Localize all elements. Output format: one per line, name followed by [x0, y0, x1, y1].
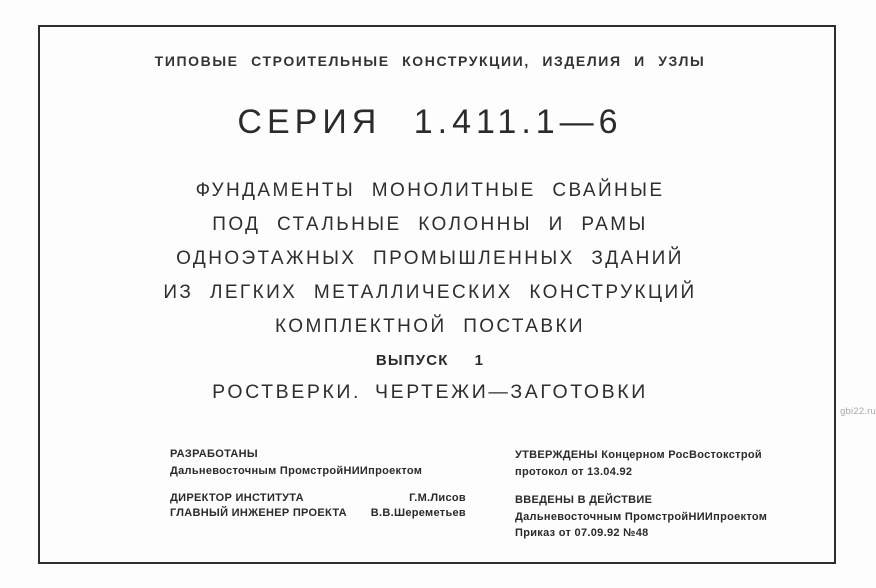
order-line: Приказ от 07.09.92 №48: [515, 527, 649, 539]
document-border-frame: [38, 25, 836, 564]
title-line: ПОД СТАЛЬНЫЕ КОЛОННЫ И РАМЫ: [212, 214, 648, 235]
title-line: КОМПЛЕКТНОЙ ПОСТАВКИ: [275, 316, 585, 337]
developed-by-block: [170, 446, 466, 521]
title-line: ОДНОЭТАЖНЫХ ПРОМЫШЛЕННЫХ ЗДАНИЙ: [176, 248, 684, 269]
signature-row: [170, 506, 466, 521]
issue-line: [40, 352, 820, 369]
role-name: Г.М.Лисов: [409, 492, 466, 504]
signature-row: [170, 491, 466, 506]
title-block: [40, 174, 820, 344]
role-name: В.В.Шереметьев: [370, 507, 466, 519]
title-line: ИЗ ЛЕГКИХ МЕТАЛЛИЧЕСКИХ КОНСТРУКЦИЙ: [163, 282, 697, 303]
role-title: ГЛАВНЫЙ ИНЖЕНЕР ПРОЕКТА: [170, 507, 347, 519]
approved-line: УТВЕРЖДЕНЫ Концерном РосВостокстрой: [515, 449, 762, 461]
role-title: ДИРЕКТОР ИНСТИТУТА: [170, 492, 304, 504]
enacted-org: Дальневосточным ПромстройНИИпроектом: [515, 510, 768, 523]
issue-number: 1: [474, 352, 485, 369]
document-category-header: ТИПОВЫЕ СТРОИТЕЛЬНЫЕ КОНСТРУКЦИИ, ИЗДЕЛИЯ И УЗЛЫ: [154, 53, 706, 69]
protocol-line: протокол от 13.04.92: [515, 465, 633, 478]
issue-word: ВЫПУСК: [375, 352, 449, 369]
title-line: ФУНДАМЕНТЫ МОНОЛИТНЫЕ СВАЙНЫЕ: [195, 180, 665, 201]
developed-label: РАЗРАБОТАНЫ: [170, 448, 258, 460]
series-title: СЕРИЯ 1.411.1—6: [237, 103, 623, 141]
watermark: gbi22.ru: [840, 406, 876, 417]
approved-by-block: [515, 447, 785, 542]
developed-org: Дальневосточным ПромстройНИИпроектом: [170, 464, 423, 477]
enacted-label: ВВЕДЕНЫ В ДЕЙСТВИЕ: [515, 494, 653, 506]
document-subtitle: РОСТВЕРКИ. ЧЕРТЕЖИ—ЗАГОТОВКИ: [212, 381, 648, 403]
